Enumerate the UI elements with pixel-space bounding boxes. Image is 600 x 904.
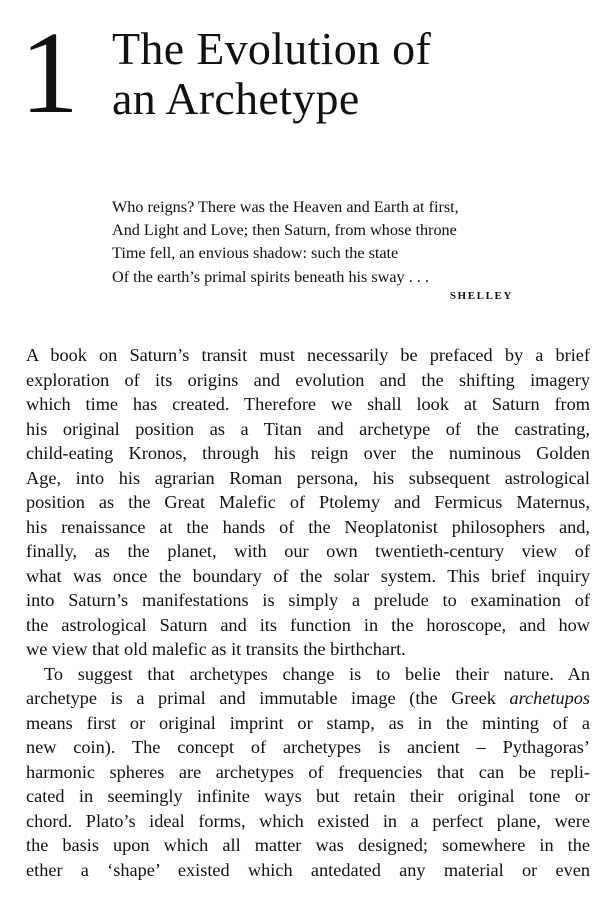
italic-term: archetupos bbox=[509, 688, 590, 708]
chapter-title-line: The Evolution of bbox=[112, 23, 432, 74]
paragraph-2-line: To suggest that archetypes change is to belie their nature. An bbox=[44, 663, 590, 684]
paragraph-1-line: child-eating Kronos, through his reign over the numinous Golden bbox=[26, 443, 590, 463]
paragraph-2-line: harmonic spheres are archetypes of frequencies that can be repli- bbox=[26, 761, 590, 782]
paragraph-1-line: finally, as the planet, with our own twentieth-century view of bbox=[26, 541, 590, 561]
chapter-number: 1 bbox=[20, 7, 77, 138]
paragraph-1-line: we view that old malefic as it transits the birthchart. bbox=[26, 639, 406, 659]
paragraph-1-line: into Saturn’s manifestations is simply a prelude to examination of bbox=[26, 590, 590, 610]
paragraph-2-line: the basis upon which all matter was designed; somewhere in the bbox=[26, 835, 590, 855]
paragraph-2-line: cated in seemingly infinite ways but retain their original tone or bbox=[26, 786, 590, 806]
paragraph-2-line bbox=[26, 686, 590, 711]
paragraph-1-line: his renaissance at the hands of the Neoplatonist philosophers and, bbox=[26, 516, 590, 537]
paragraph-1-line: Age, into his agrarian Roman persona, his subsequent astrological bbox=[26, 467, 590, 488]
paragraph-1-line: what was once the boundary of the solar system. This brief inquiry bbox=[26, 565, 590, 586]
epigraph-attribution: SHELLEY bbox=[449, 290, 513, 302]
epigraph-line: Of the earth’s primal spirits beneath his sway . . . bbox=[112, 267, 429, 286]
paragraph-1-line: the astrological Saturn and its function in the horoscope, and how bbox=[26, 614, 590, 635]
paragraph-1-line: his original position as a Titan and archetype of the castrating, bbox=[26, 418, 590, 439]
paragraph-2-line: means first or original imprint or stamp, as in the minting of a bbox=[26, 712, 590, 733]
epigraph-line: Time fell, an envious shadow: such the state bbox=[112, 244, 399, 263]
paragraph-1-line: position as the Great Malefic of Ptolemy and Fermicus Maternus, bbox=[26, 492, 590, 512]
paragraph-1-line: A book on Saturn’s transit must necessarily be prefaced by a brief bbox=[26, 345, 590, 365]
paragraph-2-line: chord. Plato’s ideal forms, which existed in a perfect plane, were bbox=[26, 810, 590, 831]
paragraph-2-line: new coin). The concept of archetypes is ancient – Pythagoras’ bbox=[26, 737, 590, 757]
body-text bbox=[26, 343, 590, 882]
epigraph-line: Who reigns? There was the Heaven and Earth at first, bbox=[112, 198, 459, 216]
epigraph-line: And Light and Love; then Saturn, from whose throne bbox=[112, 221, 457, 240]
paragraph-1-line: which time has created. Therefore we shall look at Saturn from bbox=[26, 394, 590, 414]
paragraph-2-text: archetype is a primal and immutable image (the Greek bbox=[26, 688, 510, 708]
chapter-title bbox=[112, 24, 431, 124]
epigraph bbox=[112, 196, 522, 289]
paragraph-2-line: ether a ‘shape’ existed which antedated any material or even bbox=[26, 859, 590, 880]
chapter-title-line: an Archetype bbox=[112, 73, 360, 124]
paragraph-1-line: exploration of its origins and evolution and the shifting imagery bbox=[26, 369, 590, 390]
